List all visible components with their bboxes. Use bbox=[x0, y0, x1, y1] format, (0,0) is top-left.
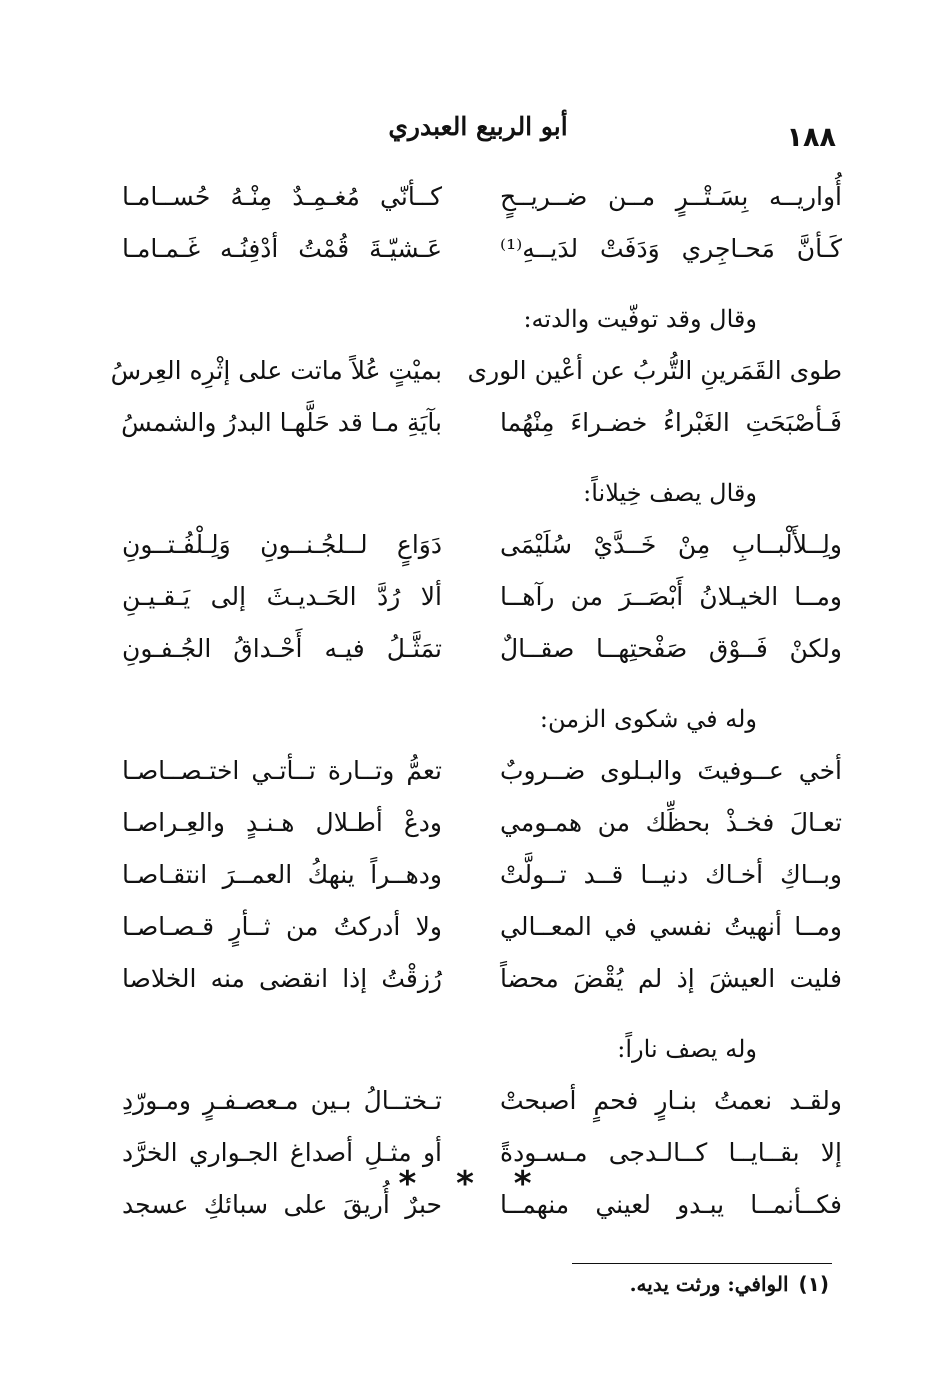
poem-body bbox=[110, 170, 842, 1230]
verse-line bbox=[122, 848, 842, 900]
page-number: ١٨٨ bbox=[786, 122, 836, 153]
verse-line bbox=[122, 396, 842, 448]
second-hemistich: عَـشيّـةَ قُمْتُ أدْفِنُـه غَـمـامـا bbox=[122, 233, 442, 263]
second-hemistich: ودعْ أطـلال هـنـدٍ والعِـراصـا bbox=[122, 807, 442, 837]
second-hemistich: بميْتٍ عُلاً ماتت على إثْرِه العِرسُ bbox=[110, 355, 442, 385]
section-intro: وقال يصف خِيلاناً: bbox=[583, 479, 757, 507]
second-hemistich: حبرٌ أُريقَ على سبائكِ عسجد bbox=[122, 1189, 442, 1219]
first-hemistich: ومــا الخيـلانُ أَبْصَــرَ من رآهــا bbox=[500, 581, 842, 611]
verse-line bbox=[122, 170, 842, 222]
first-hemistich: طوى القَمَرينِ التُّربُ عن أعْين الورى bbox=[467, 355, 842, 385]
section-intro: وله في شكوى الزمن: bbox=[539, 705, 757, 733]
page-header bbox=[120, 112, 836, 152]
verse-line bbox=[122, 622, 842, 674]
section-spacer bbox=[122, 448, 842, 460]
second-hemistich: دَوَاعٍ لــلجُـنــونِ وَلِـلْفُـتــونِ bbox=[122, 529, 442, 559]
section-intro: وله يصف ناراً: bbox=[617, 1035, 757, 1063]
first-hemistich: فكــأنمــا يبـدو لعيني منهمــا bbox=[500, 1189, 842, 1219]
second-hemistich: تـختــالُ بـين مـعصـفـرٍ ومـورّدِ bbox=[122, 1085, 442, 1115]
section-break: * * * bbox=[398, 1164, 546, 1204]
second-hemistich: كــأنّي مُغـمِـدٌ مِنْـهُ حُســامـا bbox=[122, 181, 442, 211]
section-spacer bbox=[122, 674, 842, 686]
verse-line bbox=[122, 1074, 842, 1126]
footnote-number: (١) bbox=[798, 1272, 829, 1296]
verse-line bbox=[122, 518, 842, 570]
second-hemistich: تمَثَّـلُ فيـه أَحْـداقُ الجُـفـونِ bbox=[122, 633, 442, 663]
second-hemistich: ألا رُدَّ الحَـديـثَ إلى يَـقـيـنِ bbox=[122, 581, 442, 611]
section-spacer bbox=[122, 1004, 842, 1016]
first-hemistich: ولكنْ فَــوْق صَفْحتِهــا صقــالٌ bbox=[500, 633, 842, 663]
first-hemistich: أُواريــه بِسَـتْــرٍ مــن ضــريــحٍ bbox=[500, 181, 842, 211]
first-hemistich: إلا بقــايــا كــالـدجى مـسـودةً bbox=[500, 1137, 842, 1167]
second-hemistich: بآيَةِ مـا قد حَلَّهـا البدرُ والشمسُ bbox=[121, 407, 442, 437]
second-hemistich: رُزقْتُ إذا انقضى منه الخلاصا bbox=[122, 963, 442, 993]
second-hemistich: تعمُّ وتــارة تــأتـي اختـصــاصـا bbox=[122, 755, 442, 785]
verse-line bbox=[122, 900, 842, 952]
first-hemistich: وبــاكِ أخـاك دنيــا قــد تــولَّتْ bbox=[500, 859, 842, 889]
second-hemistich: ودهــراً ينهكُ العمــرَ انتقـاصـا bbox=[122, 859, 442, 889]
second-hemistich: أو مثـلِ أصداغ الجـواري الخرَّد bbox=[122, 1137, 442, 1167]
verse-line bbox=[122, 570, 842, 622]
first-hemistich: ومــا أنهيتُ نفسي في المعــالي bbox=[500, 911, 842, 941]
footnote-divider bbox=[572, 1263, 832, 1264]
verse-line bbox=[122, 744, 842, 796]
second-hemistich: ولا أدركتُ من ثــأرٍ قـصـاصـا bbox=[122, 911, 442, 941]
footnote-text: الوافي: ورثت يديه. bbox=[629, 1272, 789, 1296]
verse-line bbox=[122, 222, 842, 274]
first-hemistich: أخي عــوفيتَ والبـلوى ضــروبٌ bbox=[500, 755, 842, 785]
verse-line bbox=[122, 952, 842, 1004]
first-hemistich: ولِــلأَلْبــابِ مِنْ خَــدَّيْ سُلَيْمَى bbox=[500, 529, 842, 559]
section-intro: وقال وقد توفّيت والدته: bbox=[523, 305, 757, 333]
first-hemistich: فَـأصْبَحَتِ الغَبْراءُ خضـراءَ مِنْهُما bbox=[500, 407, 842, 437]
first-hemistich: تعـالَ فخـذْ بحظِّك من همـومي bbox=[500, 807, 842, 837]
first-hemistich: فليت العيشَ إذ لم يُقْضَ محضاً bbox=[500, 963, 842, 993]
footnote bbox=[630, 1272, 829, 1296]
section-spacer bbox=[122, 274, 842, 286]
first-hemistich: ولقـد نعمتُ بنـارٍ فحمٍ أصبحتْ bbox=[500, 1085, 842, 1115]
running-title: أبو الربيع العبدري bbox=[388, 112, 568, 141]
verse-line bbox=[110, 344, 842, 396]
verse-line bbox=[122, 796, 842, 848]
first-hemistich: كَـأنَّ مَحـاجِري وَدَفَتْ لدَيــهِ⁽¹⁾ bbox=[500, 233, 842, 263]
